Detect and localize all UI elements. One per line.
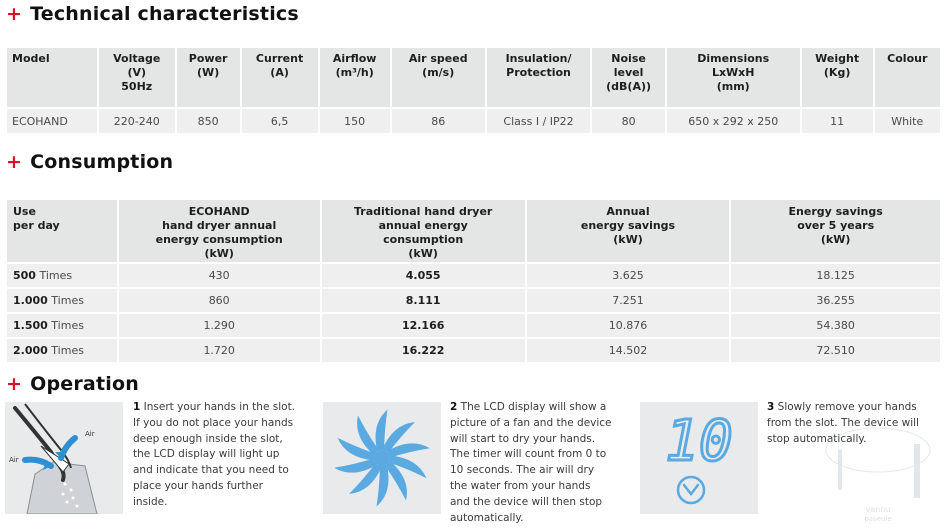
column-header: Insulation/ Protection [487, 48, 591, 107]
table-cell: 1.290 [119, 314, 320, 337]
table-cell: 150 [320, 109, 390, 133]
step-2-text: 2 The LCD display will show a picture of a fan and the device will start to dry your hands. The timer will count from 0 to 10 seconds. The air will dry the water from your hands and the device will then stop automatically. [450, 401, 612, 524]
table-cell: Class I / IP22 [487, 109, 591, 133]
table-cell: 12.166 [322, 314, 525, 337]
section-title-consumption: + Consumption [6, 151, 174, 173]
table-cell: 650 x 292 x 250 [667, 109, 800, 133]
column-header: Power (W) [177, 48, 240, 107]
column-header: Air speed (m/s) [392, 48, 485, 107]
table-cell: 14.502 [527, 339, 730, 362]
step-1-text: 1 Insert your hands in the slot. If you do not place your hands deep enough inside the slot, the LCD display will light up and indicate that you need to place your hands further inside. [133, 401, 296, 508]
hands-icon [678, 477, 704, 503]
table-cell: White [875, 109, 940, 133]
table-cell: 4.055 [322, 264, 525, 287]
use-per-day-cell: 1.500 Times [7, 314, 117, 337]
table-cell: 80 [592, 109, 664, 133]
column-header: Current (A) [242, 48, 318, 107]
table-cell: 6,5 [242, 109, 318, 133]
fan-illustration [323, 402, 441, 514]
table-cell: 18.125 [731, 264, 940, 287]
consumption-table [5, 198, 942, 364]
plus-icon: + [6, 3, 23, 25]
hand-icon [5, 402, 123, 514]
fan-icon [323, 402, 441, 514]
table-row [7, 339, 940, 362]
use-per-day-cell: 2.000 Times [7, 339, 117, 362]
air-label: Air [9, 456, 19, 464]
table-cell: 1.720 [119, 339, 320, 362]
column-header: Model [7, 48, 97, 107]
watermark-logo [822, 420, 934, 524]
table-cell: 850 [177, 109, 240, 133]
table-cell: 3.625 [527, 264, 730, 287]
technical-table [5, 46, 942, 135]
hand-insert-illustration [5, 402, 123, 514]
column-header: Dimensions LxWxH (mm) [667, 48, 800, 107]
column-header: Airflow (m³/h) [320, 48, 390, 107]
section-title-technical: + Technical characteristics [6, 3, 299, 25]
table-row [7, 314, 940, 337]
column-header: Colour [875, 48, 940, 107]
table-cell: 860 [119, 289, 320, 312]
table-cell: 220-240 [99, 109, 175, 133]
table-cell: 86 [392, 109, 485, 133]
svg-text:vannu: vannu [865, 505, 891, 514]
use-per-day-cell: 500 Times [7, 264, 117, 287]
table-cell: 72.510 [731, 339, 940, 362]
table-header-row [7, 48, 940, 107]
table-row [7, 264, 940, 287]
table-cell: 11 [802, 109, 873, 133]
lcd-display-illustration [640, 402, 758, 514]
table-cell: 16.222 [322, 339, 525, 362]
lcd-display [640, 402, 758, 514]
table-cell: 36.255 [731, 289, 940, 312]
step-3-text: 3 Slowly remove your hands from the slot. The device will stop automatically. [767, 401, 919, 445]
table-cell: ECOHAND [7, 109, 97, 133]
column-header: Weight (Kg) [802, 48, 873, 107]
plus-icon: + [6, 373, 23, 395]
column-header: Energy savings over 5 years (kW) [731, 200, 940, 262]
section-title-operation: + Operation [6, 373, 139, 395]
use-per-day-cell: 1.000 Times [7, 289, 117, 312]
column-header: ECOHAND hand dryer annual energy consumption (kW) [119, 200, 320, 262]
table-cell: 7.251 [527, 289, 730, 312]
table-cell: 10.876 [527, 314, 730, 337]
column-header: Annual energy savings (kW) [527, 200, 730, 262]
column-header: Traditional hand dryer annual energy consumption (kW) [322, 200, 525, 262]
table-row [7, 109, 940, 133]
column-header: Voltage (V) 50Hz [99, 48, 175, 107]
timer-display: 10 [665, 409, 733, 474]
air-label: Air [85, 430, 95, 438]
column-header: Noise level (dB(A)) [592, 48, 664, 107]
table-cell: 54.380 [731, 314, 940, 337]
table-row [7, 289, 940, 312]
svg-text:paseule: paseule [864, 515, 892, 523]
plus-icon: + [6, 151, 23, 173]
table-cell: 430 [119, 264, 320, 287]
table-cell: 8.111 [322, 289, 525, 312]
table-header-row [7, 200, 940, 262]
column-header: Use per day [7, 200, 117, 262]
